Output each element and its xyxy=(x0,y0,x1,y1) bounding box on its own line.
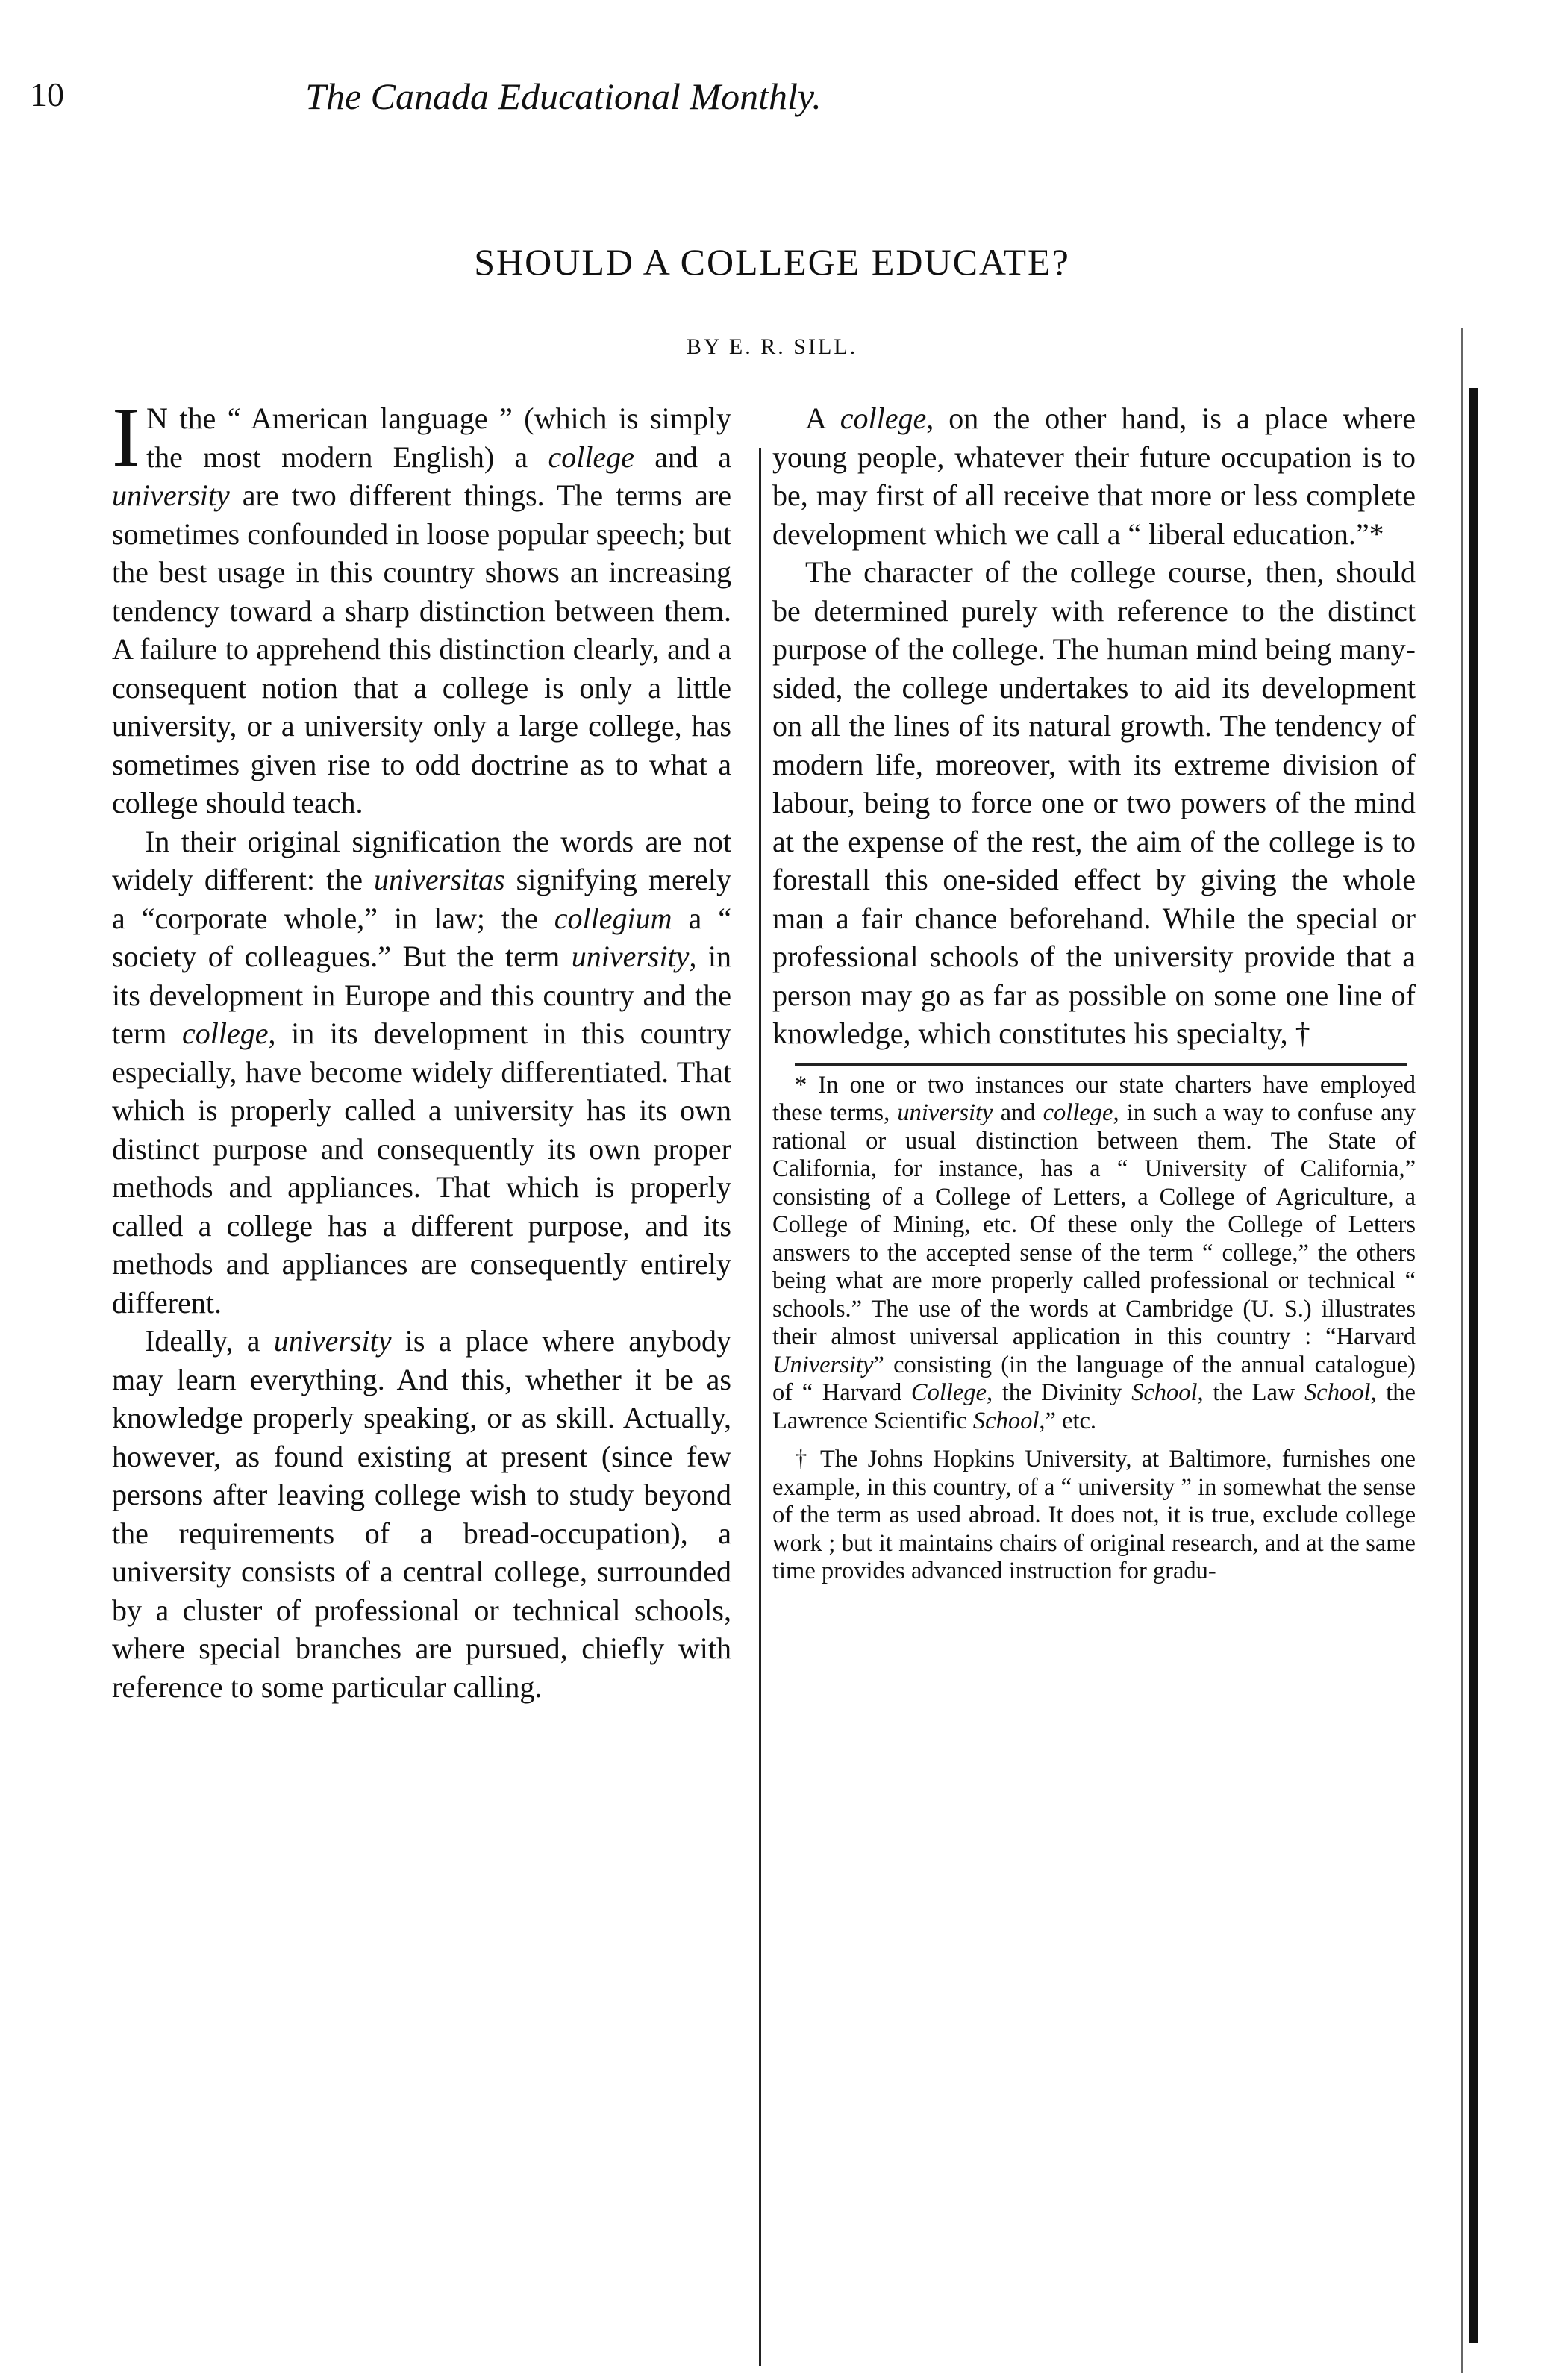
paragraph: The character of the college course, then, should be determined purely with reference to the distinct purpose of the college. The human mind being many-sided, the college undertakes to aid its development on all the lines of its natural growth. The tendency of modern life, moreover, with its extreme division of labour, being to force one or two powers of the mind at the expense of the rest, the aim of the college is to forestall this one-sided effect by giving the whole man a fair chance beforehand. While the special or professional schools of the university provide that a person may go as far as possible on some one line of knowledge, which constitutes his specialty, † xyxy=(772,555,1416,1050)
text-run: and a xyxy=(634,440,731,474)
column-divider xyxy=(759,448,761,2366)
text-run: ” consisting (in the language of the annual catalogue) of “ Harvard xyxy=(772,1351,1416,1406)
footnote: † The Johns Hopkins University, at Baltimore, furnishes one example, in this country, of a “ university ” in somewhat the sense of the term as used abroad. It does not, it is true, exclude college work ; but it maintains chairs of original research, and at the same time provides advanced instruction for gradu- xyxy=(772,1446,1416,1584)
italic-term: School xyxy=(1131,1379,1198,1406)
italic-term: college xyxy=(1043,1099,1113,1126)
italic-term: School xyxy=(972,1407,1040,1434)
page-edge-line xyxy=(1461,328,1463,2373)
italic-term: university xyxy=(897,1099,993,1126)
text-run: , on the other hand, is a place where young people, whatever their future occupation is to be, may first of all receive that more or less complete development which we call a “ liberal education.”* xyxy=(772,402,1416,551)
text-run: Ideally, a xyxy=(145,1324,274,1358)
article-byline: BY E. R. SILL. xyxy=(686,334,858,359)
paragraph xyxy=(112,822,731,1322)
text-run: N the “ American language ” (which is simply the most modern English) a xyxy=(146,402,731,474)
text-run: , the Law xyxy=(1197,1379,1305,1406)
italic-term: collegium xyxy=(554,901,672,935)
text-run: is a place where anybody may learn everything. And this, whether it be as knowledge properly speaking, or as skill. Actually, however, as found existing at present (since few persons after leaving college wish to study beyond the requirements of a bread-occupation), a university consists of a central college, surrounded by a cluster of professional or technical schools, where special branches are pursued, chiefly with reference to some particular calling. xyxy=(112,1324,731,1704)
text-run: , in such a way to confuse any rational or usual distinction between them. The State of California, for instance, has a “ University of California,” consisting of a College of Letters, a College of Agriculture, a College of Mining, etc. Of these only the College of Letters answers to the accepted sense of the term “ college,” the others being what are more properly called professional or technical “ schools.” The use of the words at Cambridge (U. S.) illustrates their almost universal application in this country : “Harvard xyxy=(772,1099,1416,1350)
footnote-rule xyxy=(795,1063,1407,1066)
text-run: , in its development in Europe and this country and the term xyxy=(112,940,731,1050)
article-title: SHOULD A COLLEGE EDUCATE? xyxy=(474,241,1070,283)
running-title: The Canada Educational Monthly. xyxy=(305,75,822,117)
paragraph xyxy=(772,399,1416,553)
text-run: ,” etc. xyxy=(1039,1407,1097,1434)
italic-term: College xyxy=(910,1379,987,1406)
text-run: a “ society of colleagues.” But the term xyxy=(112,901,731,973)
italic-term: University xyxy=(772,1351,874,1378)
italic-term: university xyxy=(273,1324,392,1358)
text-run: In their original signification the words are not widely different: the xyxy=(112,824,731,896)
text-run: , the Divinity xyxy=(986,1379,1132,1406)
italic-term: college xyxy=(840,402,927,435)
page-number: 10 xyxy=(30,75,64,113)
left-column xyxy=(112,390,731,1706)
text-run: are two different things. The terms are sometimes confounded in loose popular speech; but the best usage in this country shows an increasing tendency toward a sharp distinction between them. A failure to apprehend this distinction clearly, and a consequent notion that a college is only a little university, or a university only a large college, has sometimes given rise to odd doctrine as to what a college should teach. xyxy=(112,478,731,819)
paragraph xyxy=(112,1322,731,1706)
right-column xyxy=(772,399,1416,1596)
text-run: , the Lawrence Scientific xyxy=(772,1379,1416,1434)
italic-term: college xyxy=(548,440,634,474)
page-edge-bar xyxy=(1469,388,1478,2343)
text-run: and xyxy=(993,1099,1043,1126)
footnotes xyxy=(772,1072,1416,1586)
footnote xyxy=(772,1072,1416,1436)
text-run: * In one or two instances our state charters have employed these terms, xyxy=(772,1071,1416,1126)
italic-term: School xyxy=(1304,1379,1371,1406)
text-run: A xyxy=(805,402,840,435)
text-run: signifying merely a “corporate whole,” in law; the xyxy=(112,863,731,935)
italic-term: college xyxy=(181,1016,269,1050)
text-run: , in its development in this country especially, have become widely differentiated. That which is properly called a university has its own distinct purpose and consequently its own proper methods and appliances. That which is properly called a college has a different purpose, and its methods and appliances are consequently entirely different. xyxy=(112,1016,731,1319)
page-header xyxy=(30,75,1448,134)
paragraph xyxy=(112,390,731,822)
italic-term: universitas xyxy=(374,863,505,896)
italic-term: university xyxy=(571,940,690,973)
italic-term: university xyxy=(112,478,230,512)
drop-cap: I xyxy=(112,390,140,484)
